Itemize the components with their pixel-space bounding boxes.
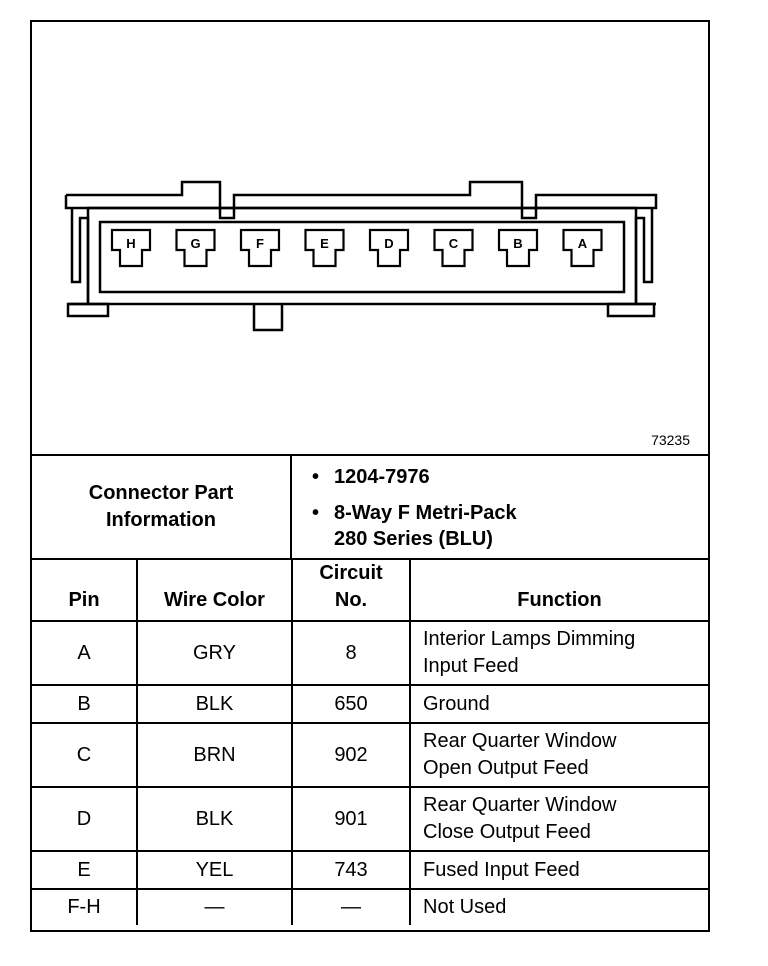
function-line2: Input Feed	[423, 655, 519, 677]
circuit-cell: 902	[292, 723, 410, 787]
pin-cell: B	[32, 685, 137, 723]
figure-id: 73235	[651, 432, 690, 448]
description-item	[312, 500, 517, 552]
function-cell	[410, 787, 708, 851]
description-line1: 8-Way F Metri-Pack	[334, 502, 517, 524]
cavity-label: A	[577, 236, 588, 251]
cavity-label: H	[126, 236, 136, 251]
function-cell	[410, 851, 708, 889]
function-line2: Open Output Feed	[423, 757, 589, 779]
cavity-h	[112, 230, 150, 266]
pin-cell: C	[32, 723, 137, 787]
function-line2: Close Output Feed	[423, 821, 591, 843]
connector-part-info	[32, 454, 708, 558]
cavity-a	[564, 230, 602, 266]
cavity-f	[241, 230, 279, 266]
function-line1: Fused Input Feed	[423, 858, 580, 881]
header-circuit-line2: No.	[334, 589, 368, 611]
header-circuit	[292, 559, 410, 621]
table-row	[32, 621, 708, 685]
pin-cell: E	[32, 851, 137, 889]
table-header-row	[32, 559, 708, 621]
cavity-label: F	[256, 236, 264, 251]
function-line1: Ground	[423, 692, 490, 715]
bullet-icon: •	[312, 466, 320, 488]
cavity-g	[177, 230, 215, 266]
bullet-icon: •	[312, 502, 320, 524]
table-row	[32, 787, 708, 851]
wire-color-cell: YEL	[137, 851, 292, 889]
pin-cell: F-H	[32, 889, 137, 925]
cavity-label: C	[448, 236, 459, 251]
function-cell	[410, 723, 708, 787]
circuit-cell: 650	[292, 685, 410, 723]
pin-cell: D	[32, 787, 137, 851]
function-line1: Rear Quarter Window	[423, 730, 617, 752]
connector-part-info-label	[32, 456, 292, 558]
header-circuit-line1: Circuit	[319, 562, 383, 584]
function-line1: Interior Lamps Dimming	[423, 628, 636, 650]
function-cell	[410, 889, 708, 925]
pin-cell: A	[32, 621, 137, 685]
circuit-cell: 743	[292, 851, 410, 889]
table-row	[32, 889, 708, 925]
circuit-cell: —	[292, 889, 410, 925]
function-cell	[410, 685, 708, 723]
header-wire-color: Wire Color	[137, 559, 292, 621]
table-row	[32, 685, 708, 723]
wire-color-cell: BLK	[137, 787, 292, 851]
connector-face-view	[32, 22, 708, 454]
connector-diagram-frame	[30, 20, 710, 932]
table-row	[32, 851, 708, 889]
wire-color-cell: BLK	[137, 685, 292, 723]
cavity-label: E	[320, 236, 329, 251]
function-line1: Not Used	[423, 896, 507, 918]
part-number-item	[312, 464, 430, 490]
connector-part-details	[292, 456, 708, 558]
connector-drawing	[32, 22, 708, 454]
function-cell	[410, 621, 708, 685]
cavity-label: D	[384, 236, 394, 251]
circuit-cell: 901	[292, 787, 410, 851]
cavity-label: B	[513, 236, 523, 251]
info-label-line2: Information	[106, 509, 216, 531]
wire-color-cell: GRY	[137, 621, 292, 685]
header-pin: Pin	[32, 559, 137, 621]
info-label-line1: Connector Part	[88, 482, 234, 504]
cavity-b	[499, 230, 537, 266]
header-function: Function	[410, 559, 708, 621]
wire-color-cell: —	[137, 889, 292, 925]
function-line1: Rear Quarter Window	[423, 794, 617, 816]
cavity-c	[435, 230, 473, 266]
part-number: 1204-7976	[334, 466, 430, 488]
circuit-cell: 8	[292, 621, 410, 685]
description-line2: 280 Series (BLU)	[334, 528, 493, 550]
table-row	[32, 723, 708, 787]
cavity-d	[370, 230, 408, 266]
wire-color-cell: BRN	[137, 723, 292, 787]
pinout-table	[32, 558, 708, 925]
cavity-label: G	[190, 236, 201, 251]
cavity-e	[306, 230, 344, 266]
